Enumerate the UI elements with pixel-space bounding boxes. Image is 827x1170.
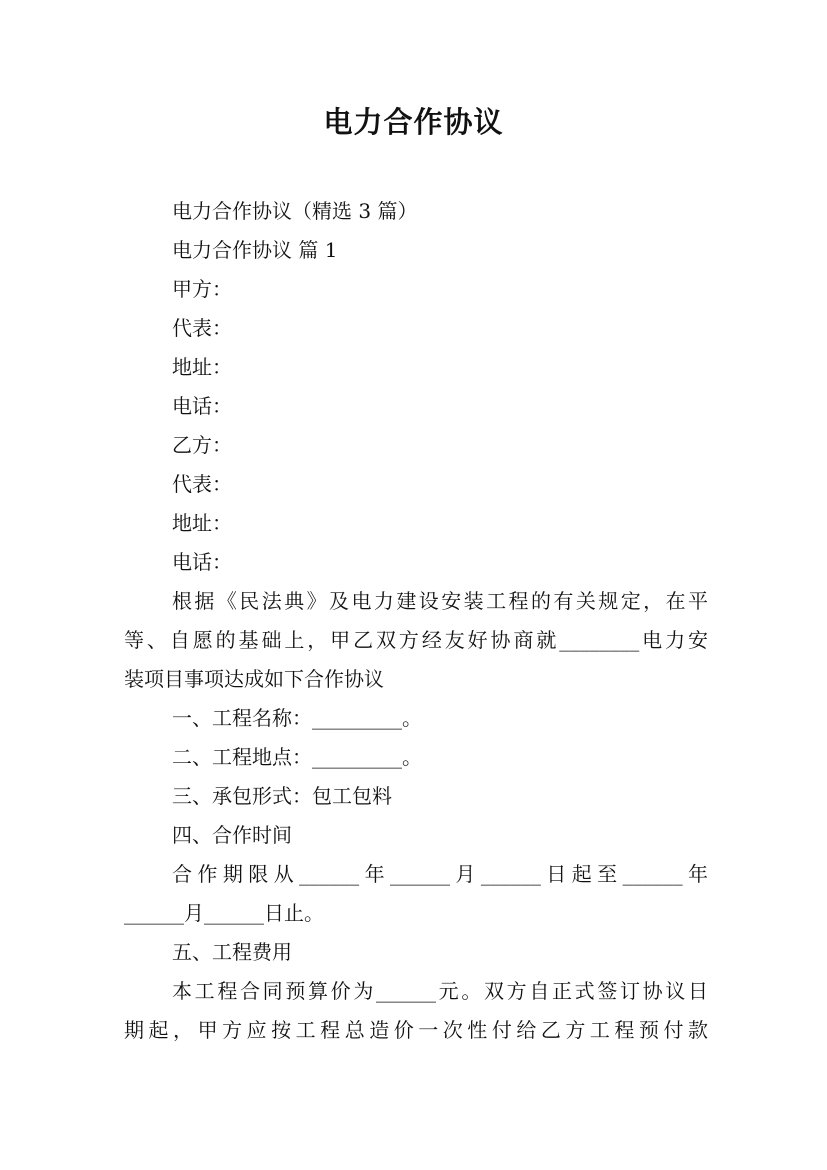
party-b-phone: 电话： xyxy=(172,550,232,574)
paragraph-line: 期起，甲方应按工程总造价一次性付给乙方工程预付款 xyxy=(124,1018,708,1042)
paragraph-line: 本工程合同预算价为______元。双方自正式签订协议日 xyxy=(172,979,708,1003)
section-heading: 电力合作协议 篇 1 xyxy=(172,238,338,262)
document-subtitle: 电力合作协议（精选 3 篇） xyxy=(172,199,418,223)
clause-project-location: 二、工程地点：_________。 xyxy=(172,745,422,769)
party-a-phone: 电话： xyxy=(172,394,232,418)
paragraph-line: ______月______日止。 xyxy=(124,901,324,925)
party-b-address: 地址： xyxy=(172,511,232,535)
paragraph-line: 合作期限从______年______月______日起至______年 xyxy=(172,862,708,886)
party-a-representative: 代表： xyxy=(172,316,232,340)
party-a-label: 甲方： xyxy=(172,277,232,301)
paragraph-line: 装项目事项达成如下合作协议 xyxy=(124,667,384,691)
party-a-address: 地址： xyxy=(172,355,232,379)
party-b-label: 乙方： xyxy=(172,433,232,457)
clause-contract-form: 三、承包形式：包工包料 xyxy=(172,784,392,808)
clause-project-name: 一、工程名称：_________。 xyxy=(172,706,422,730)
paragraph-line: 等、自愿的基础上，甲乙双方经友好协商就________电力安 xyxy=(124,628,708,652)
paragraph-line: 根据《民法典》及电力建设安装工程的有关规定，在平 xyxy=(172,589,708,613)
document-title: 电力合作协议 xyxy=(323,105,504,139)
party-b-representative: 代表： xyxy=(172,472,232,496)
clause-cooperation-time: 四、合作时间 xyxy=(172,823,292,847)
clause-project-cost: 五、工程费用 xyxy=(172,940,292,964)
